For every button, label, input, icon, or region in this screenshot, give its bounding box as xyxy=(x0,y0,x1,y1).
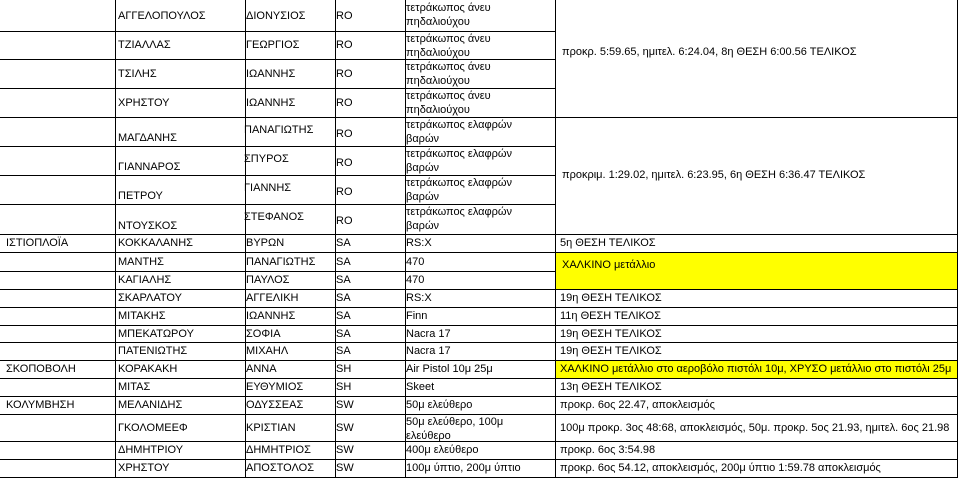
cell-surname: ΓΙΑΝΝΑΡΟΣ xyxy=(118,161,181,173)
cell-event: τετράκωπος άνευ πηδαλιούχου xyxy=(406,33,491,59)
cell-sport-code: SH xyxy=(336,381,352,393)
cell-surname: ΚΑΓΙΑΛΗΣ xyxy=(118,274,172,286)
cell-sport-code: SA xyxy=(336,237,351,249)
cell-surname: ΜΙΤΑΚΗΣ xyxy=(118,310,166,322)
cell-event: 100μ ύπτιο, 200μ ύπτιο xyxy=(406,462,521,474)
cell-sport-code: RO xyxy=(336,157,353,169)
row-separator xyxy=(0,307,958,308)
cell-event: Air Pistol 10μ 25μ xyxy=(406,363,493,375)
merged-result-sailing-470: ΧΑΛΚΙΝΟ μετάλλιο xyxy=(562,259,656,271)
cell-event: Nacra 17 xyxy=(406,345,451,357)
cell-event: τετράκωπος άνευ πηδαλιούχου xyxy=(406,61,491,87)
cell-sport-code: RO xyxy=(336,68,353,80)
cell-firstname: ΠΑΥΛΟΣ xyxy=(246,274,290,286)
row-separator xyxy=(0,289,958,290)
cell-firstname: ΚΡΙΣΤΙΑΝ xyxy=(246,422,296,434)
cell-result: 13η ΘΕΣΗ ΤΕΛΙΚΟΣ xyxy=(560,381,662,393)
row-separator xyxy=(0,271,556,272)
cell-sport: ΙΣΤΙΟΠΛΟΪΑ xyxy=(6,237,69,249)
cell-surname: ΣΚΑΡΛΑΤΟΥ xyxy=(118,292,182,304)
cell-event: 50μ ελεύθερο xyxy=(406,399,473,411)
cell-result-medal: ΧΑΛΚΙΝΟ μετάλλιο στο αεροβόλο πιστόλι 10μ, ΧΡΥΣΟ μετάλλιο στο πιστόλι 25μ xyxy=(560,363,952,375)
cell-surname: ΔΗΜΗΤΡΙΟΥ xyxy=(118,444,184,456)
cell-firstname: ΕΥΘΥΜΙΟΣ xyxy=(246,381,304,393)
cell-surname: ΧΡΗΣΤΟΥ xyxy=(118,97,170,109)
cell-sport-code: RO xyxy=(336,10,353,22)
cell-firstname: ΙΩΑΝΝΗΣ xyxy=(246,68,296,80)
row-separator xyxy=(0,325,958,326)
cell-sport: ΣΚΟΠΟΒΟΛΗ xyxy=(6,363,76,375)
cell-sport-code: SW xyxy=(336,399,354,411)
cell-sport-code: SA xyxy=(336,274,351,286)
cell-firstname: ΑΝΝΑ xyxy=(246,363,277,375)
row-separator xyxy=(0,234,958,235)
cell-event: 50μ ελεύθερο, 100μ ελεύθερο xyxy=(406,416,504,442)
cell-event: 400μ ελεύθερο xyxy=(406,444,479,456)
cell-result: προκρ. 6ος 54.12, αποκλεισμός, 200μ ύπτιο 1:59.78 αποκλεισμός xyxy=(560,462,881,474)
cell-surname: ΧΡΗΣΤΟΥ xyxy=(118,462,170,474)
cell-sport: ΚΟΛΥΜΒΗΣΗ xyxy=(6,399,75,411)
row-separator xyxy=(0,252,958,253)
cell-sport-code: RO xyxy=(336,215,353,227)
cell-sport-code: RO xyxy=(336,97,353,109)
cell-sport-code: SW xyxy=(336,462,354,474)
row-separator xyxy=(0,360,958,361)
cell-firstname: ΑΠΟΣΤΟΛΟΣ xyxy=(246,462,314,474)
cell-firstname: ΙΩΑΝΝΗΣ xyxy=(246,97,296,109)
cell-sport-code: RO xyxy=(336,128,353,140)
cell-surname: ΜΙΤΑΣ xyxy=(118,381,151,393)
merged-result-rowing-lightweight-four: προκριμ. 1:29.02, ημιτελ. 6:23.95, 6η ΘΕΣΗ 6:36.47 ΤΕΛΙΚΟΣ xyxy=(562,169,866,181)
cell-result: 5η ΘΕΣΗ ΤΕΛΙΚΟΣ xyxy=(560,237,656,249)
cell-event: Nacra 17 xyxy=(406,328,451,340)
cell-firstname: ΜΙΧΑΗΛ xyxy=(246,345,289,357)
cell-surname: ΜΑΓΔΑΝΗΣ xyxy=(118,132,177,144)
cell-surname: ΜΑΝΤΗΣ xyxy=(118,256,164,268)
cell-result: 19η ΘΕΣΗ ΤΕΛΙΚΟΣ xyxy=(560,292,662,304)
cell-surname: ΠΕΤΡΟΥ xyxy=(118,190,163,202)
column-separator xyxy=(555,0,556,478)
cell-firstname: ΟΔΥΣΣΕΑΣ xyxy=(246,399,304,411)
column-separator xyxy=(115,0,116,478)
table-right-edge xyxy=(957,0,958,478)
cell-event: τετράκωπος ελαφρών βαρών xyxy=(406,148,512,174)
cell-sport-code: SA xyxy=(336,256,351,268)
cell-event: 470 xyxy=(406,274,425,286)
cell-firstname: ΔΙΟΝΥΣΙΟΣ xyxy=(246,10,306,22)
cell-firstname: ΑΓΓΕΛΙΚΗ xyxy=(246,292,299,304)
cell-sport-code: RO xyxy=(336,39,353,51)
row-separator xyxy=(0,459,958,460)
cell-firstname: ΒΥΡΩΝ xyxy=(246,237,285,249)
cell-sport-code: SW xyxy=(336,422,354,434)
cell-surname: ΠΑΤΕΝΙΩΤΗΣ xyxy=(118,345,188,357)
cell-event: τετράκωπος ελαφρών βαρών xyxy=(406,206,512,232)
cell-firstname: ΣΤΕΦΑΝΟΣ xyxy=(244,211,304,223)
cell-surname: ΓΚΟΛΟΜΕΕΦ xyxy=(118,422,188,434)
row-separator xyxy=(0,378,958,379)
cell-sport-code: SA xyxy=(336,345,351,357)
cell-surname: ΚΟΚΚΑΛΑΝΗΣ xyxy=(118,237,193,249)
cell-result: 100μ προκρ. 3ος 48:68, αποκλεισμός, 50μ. προκρ. 5ος 21.93, ημιτελ. 6ος 21.98 xyxy=(560,422,950,434)
cell-firstname: ΠΑΝΑΓΙΩΤΗΣ xyxy=(246,256,316,268)
cell-event: Skeet xyxy=(406,381,435,393)
cell-surname: ΤΖΙΑΛΛΑΣ xyxy=(118,39,171,51)
cell-firstname: ΔΗΜΗΤΡΙΟΣ xyxy=(246,444,311,456)
row-separator xyxy=(0,477,958,478)
cell-surname: ΤΣΙΛΗΣ xyxy=(118,68,157,80)
row-separator xyxy=(0,396,958,397)
cell-event: τετράκωπος ελαφρών βαρών xyxy=(406,119,512,145)
cell-result: 19η ΘΕΣΗ ΤΕΛΙΚΟΣ xyxy=(560,345,662,357)
cell-surname: ΜΕΛΑΝΙΔΗΣ xyxy=(118,399,183,411)
cell-sport-code: SA xyxy=(336,292,351,304)
cell-event: τετράκωπος άνευ πηδαλιούχου xyxy=(406,2,491,28)
cell-firstname: ΠΑΝΑΓΙΩΤΗΣ xyxy=(244,124,314,136)
cell-surname: ΚΟΡΑΚΑΚΗ xyxy=(118,363,178,375)
merged-result-rowing-coxless-four: προκρ. 5:59.65, ημιτελ. 6:24.04, 8η ΘΕΣΗ 6:00.56 ΤΕΛΙΚΟΣ xyxy=(562,46,857,58)
cell-result: 11η ΘΕΣΗ ΤΕΛΙΚΟΣ xyxy=(560,310,661,322)
cell-sport-code: SH xyxy=(336,363,352,375)
cell-event: 470 xyxy=(406,256,425,268)
cell-firstname: ΙΩΑΝΝΗΣ xyxy=(246,310,296,322)
cell-surname: ΝΤΟΥΣΚΟΣ xyxy=(118,220,178,232)
cell-firstname: ΓΕΩΡΓΙΟΣ xyxy=(246,39,300,51)
cell-surname: ΑΓΓΕΛΟΠΟΥΛΟΣ xyxy=(118,10,206,22)
cell-event: RS:X xyxy=(406,292,432,304)
cell-event: τετράκωπος ελαφρών βαρών xyxy=(406,177,512,203)
cell-firstname: ΣΟΦΙΑ xyxy=(246,328,281,340)
cell-event: RS:X xyxy=(406,237,432,249)
cell-sport-code: RO xyxy=(336,186,353,198)
cell-sport-code: SA xyxy=(336,310,351,322)
cell-firstname: ΓΙΑΝΝΗΣ xyxy=(244,182,292,194)
cell-surname: ΜΠΕΚΑΤΩΡΟΥ xyxy=(118,328,194,340)
cell-sport-code: SW xyxy=(336,444,354,456)
cell-sport-code: SA xyxy=(336,328,351,340)
cell-event: τετράκωπος άνευ πηδαλιούχου xyxy=(406,90,491,116)
cell-firstname: ΣΠΥΡΟΣ xyxy=(244,153,289,165)
cell-result: 19η ΘΕΣΗ ΤΕΛΙΚΟΣ xyxy=(560,328,662,340)
cell-event: Finn xyxy=(406,310,428,322)
row-separator xyxy=(0,342,958,343)
cell-result: προκρ. 6ος 3:54.98 xyxy=(560,444,656,456)
cell-result: προκρ. 6ος 22.47, αποκλεισμός xyxy=(560,399,715,411)
